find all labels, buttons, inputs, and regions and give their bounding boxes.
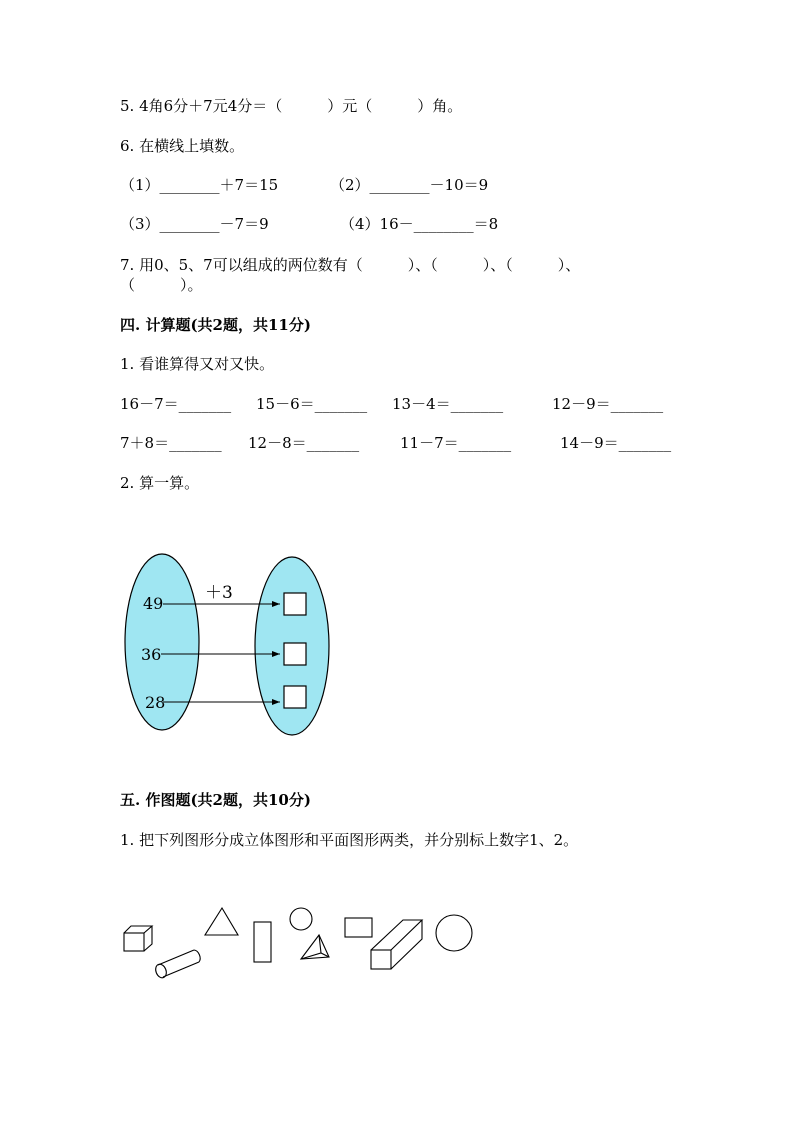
question-6-item-4: （4）16－________＝8 — [340, 215, 499, 233]
calc-item: 11－7＝_______ — [400, 434, 512, 452]
input-number: 36 — [141, 645, 162, 664]
triangle-icon — [205, 908, 238, 935]
input-number: 28 — [145, 693, 166, 712]
rectangle-icon — [345, 918, 372, 937]
calc-item: 12－8＝_______ — [248, 434, 360, 452]
input-number: 49 — [143, 594, 164, 613]
question-6-item-3: （3）________－7＝9 — [120, 215, 269, 233]
answer-box[interactable] — [284, 686, 306, 708]
cuboid-icon — [371, 920, 422, 969]
pyramid-icon — [301, 935, 329, 959]
calc-item: 7＋8＝_______ — [120, 434, 222, 452]
section-5-question-1: 1. 把下列图形分成立体图形和平面图形两类，并分别标上数字1、2。 — [120, 831, 579, 849]
question-5: 5. 4角6分＋7元4分＝（ ）元（ ）角。 — [120, 97, 463, 115]
question-6-item-2: （2）________－10＝9 — [330, 176, 489, 194]
operation-label: ＋3 — [205, 583, 233, 603]
question-7-line-1: 7. 用0、5、7可以组成的两位数有（ ）、（ ）、（ ）、 — [120, 256, 581, 274]
rectangle-icon — [254, 922, 271, 962]
answer-box[interactable] — [284, 643, 306, 665]
calc-item: 12－9＝_______ — [552, 395, 664, 413]
mapping-diagram — [115, 550, 340, 740]
circle-icon — [290, 908, 312, 930]
section-5-title: 五. 作图题(共2题，共10分) — [120, 791, 311, 809]
question-6-title: 6. 在横线上填数。 — [120, 137, 245, 155]
calc-item: 13－4＝_______ — [392, 395, 504, 413]
section-4-title: 四. 计算题(共2题，共11分) — [120, 316, 311, 334]
cube-icon — [124, 926, 152, 951]
calc-item: 14－9＝_______ — [560, 434, 672, 452]
shapes-area — [115, 895, 485, 990]
answer-box[interactable] — [284, 593, 306, 615]
section-4-question-1-title: 1. 看谁算得又对又快。 — [120, 355, 275, 373]
section-4-question-2-title: 2. 算一算。 — [120, 474, 200, 492]
question-7-line-2: （ ）。 — [120, 276, 203, 294]
calc-item: 15－6＝_______ — [256, 395, 368, 413]
question-6-item-1: （1）________＋7＝15 — [120, 176, 279, 194]
cylinder-icon — [154, 950, 200, 979]
circle-icon — [436, 915, 472, 951]
calc-item: 16－7＝_______ — [120, 395, 232, 413]
